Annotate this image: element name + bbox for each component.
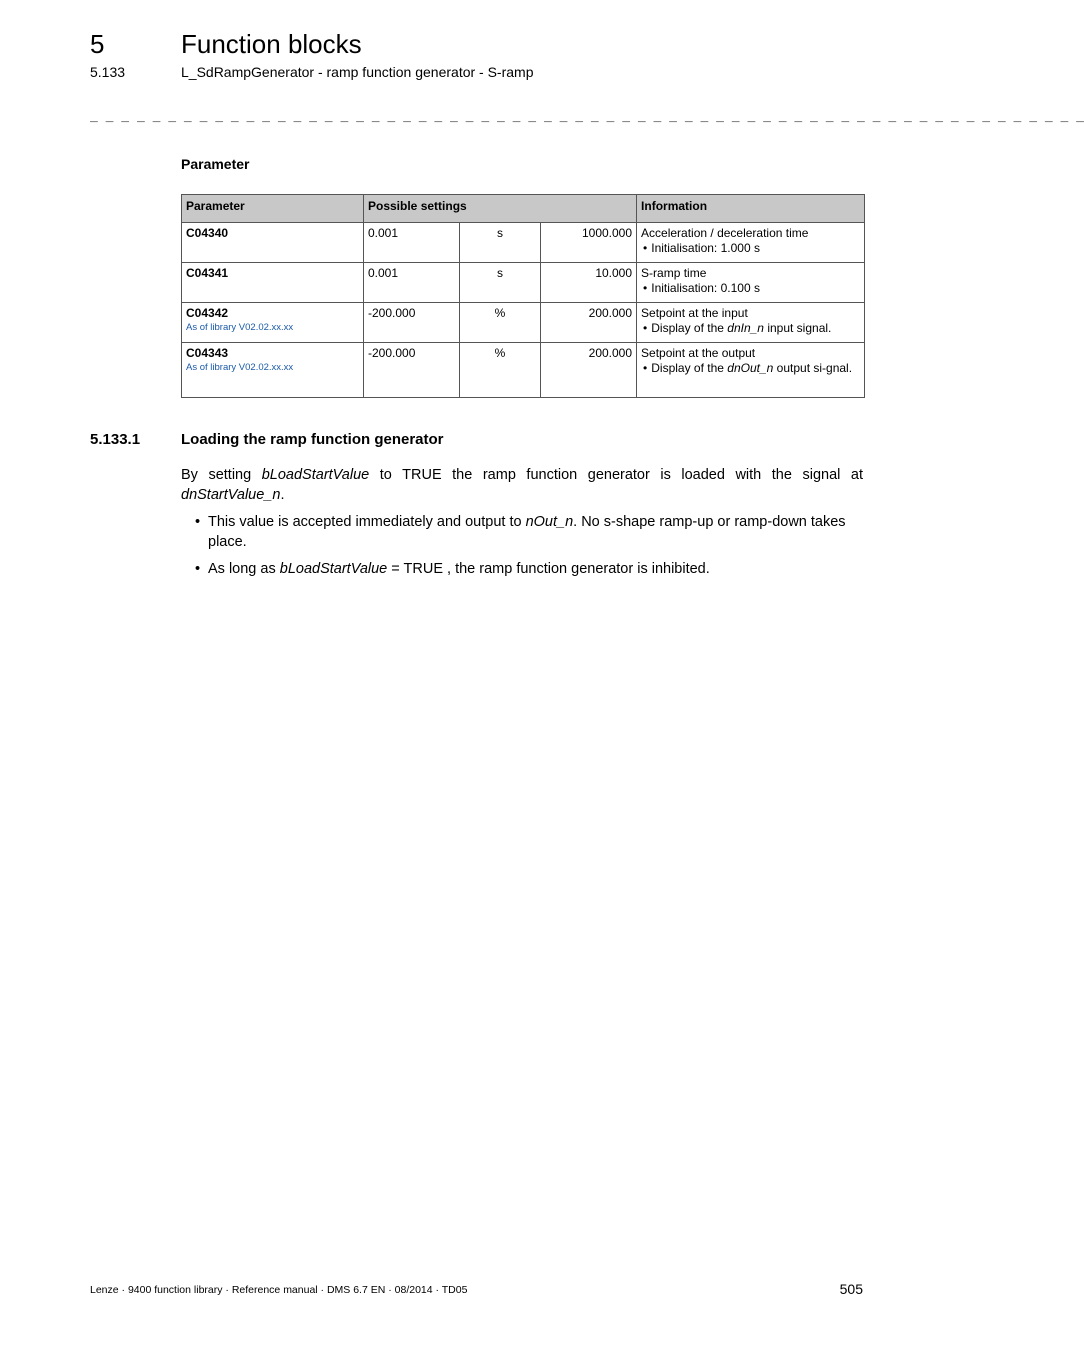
unit: % (460, 303, 541, 343)
min-value: -200.000 (364, 303, 460, 343)
max-value: 1000.000 (541, 223, 637, 263)
info-bullet: • Display of the dnIn_n input signal. (641, 321, 860, 336)
column-header-possible-settings: Possible settings (364, 195, 637, 223)
column-header-parameter: Parameter (182, 195, 364, 223)
section-title: L_SdRampGenerator - ramp function generator - S-ramp (181, 64, 534, 80)
parameter-table (181, 194, 865, 398)
chapter-number: 5 (90, 29, 105, 59)
parameter-cell (182, 263, 364, 303)
parameter-code: C04341 (186, 266, 229, 280)
library-version-note: As of library V02.02.xx.xx (186, 322, 294, 333)
section-number: 5.133 (90, 64, 126, 80)
info-bullet: • Initialisation: 1.000 s (641, 241, 860, 256)
parameter-cell (182, 303, 364, 343)
parameter-code: C04343 (186, 346, 229, 360)
parameter-code: C04342 (186, 306, 229, 320)
min-value: -200.000 (364, 343, 460, 398)
signal-name: dnIn_n (727, 321, 764, 335)
body-paragraph: By setting bLoadStartValue to TRUE the ramp function generator is loaded with the signal at dnStartValue_n. (181, 467, 863, 503)
info-bullet: • Display of the dnOut_n output si-gnal. (641, 361, 860, 376)
signal-name: dnOut_n (727, 361, 774, 375)
table-row (182, 263, 865, 303)
parameter-code: C04340 (186, 226, 229, 240)
parameter-cell (182, 343, 364, 398)
max-value: 10.000 (541, 263, 637, 303)
info-text: Setpoint at the input (641, 306, 748, 320)
parameter-cell (182, 223, 364, 263)
info-text: Acceleration / deceleration time (641, 226, 809, 240)
library-version-note: As of library V02.02.xx.xx (186, 362, 294, 373)
information-cell (637, 303, 865, 343)
list-item: • This value is accepted immediately and output to nOut_n. No s-shape ramp-up or ramp-down takes place. (195, 514, 846, 550)
info-bullet: • Initialisation: 0.100 s (641, 281, 860, 296)
information-cell (637, 263, 865, 303)
table-header-row (182, 195, 865, 223)
table-row (182, 223, 865, 263)
chapter-title: Function blocks (181, 29, 362, 59)
unit: s (460, 223, 541, 263)
min-value: 0.001 (364, 263, 460, 303)
min-value: 0.001 (364, 223, 460, 263)
table-row (182, 303, 865, 343)
column-header-information: Information (637, 195, 865, 223)
footer-text: Lenze · 9400 function library · Reference manual · DMS 6.7 EN · 08/2014 · TD05 (90, 1284, 468, 1296)
unit: % (460, 343, 541, 398)
bullet-icon: • (195, 561, 201, 577)
bullet-icon: • (195, 514, 201, 530)
subsection-number: 5.133.1 (90, 431, 141, 448)
unit: s (460, 263, 541, 303)
info-text: S-ramp time (641, 266, 707, 280)
subsection-title: Loading the ramp function generator (181, 431, 444, 448)
max-value: 200.000 (541, 343, 637, 398)
information-cell (637, 223, 865, 263)
page-number: 505 (839, 1281, 863, 1297)
table-row (182, 343, 865, 398)
parameter-heading: Parameter (181, 156, 250, 172)
information-cell (637, 343, 865, 398)
header-dashed-rule: _ _ _ _ _ _ _ _ _ _ _ _ _ _ _ _ _ _ _ _ _ _ _ _ _ _ _ _ _ _ _ _ _ _ _ _ _ _ _ _ _ _ _ _ _ _ _ _ _ _ _ _ _ _ _ _ _ _ _ _ _ _ _ _ (90, 108, 1084, 123)
max-value: 200.000 (541, 303, 637, 343)
list-item: • As long as bLoadStartValue = TRUE , the ramp function generator is inhibited. (195, 560, 863, 580)
info-text: Setpoint at the output (641, 346, 756, 360)
